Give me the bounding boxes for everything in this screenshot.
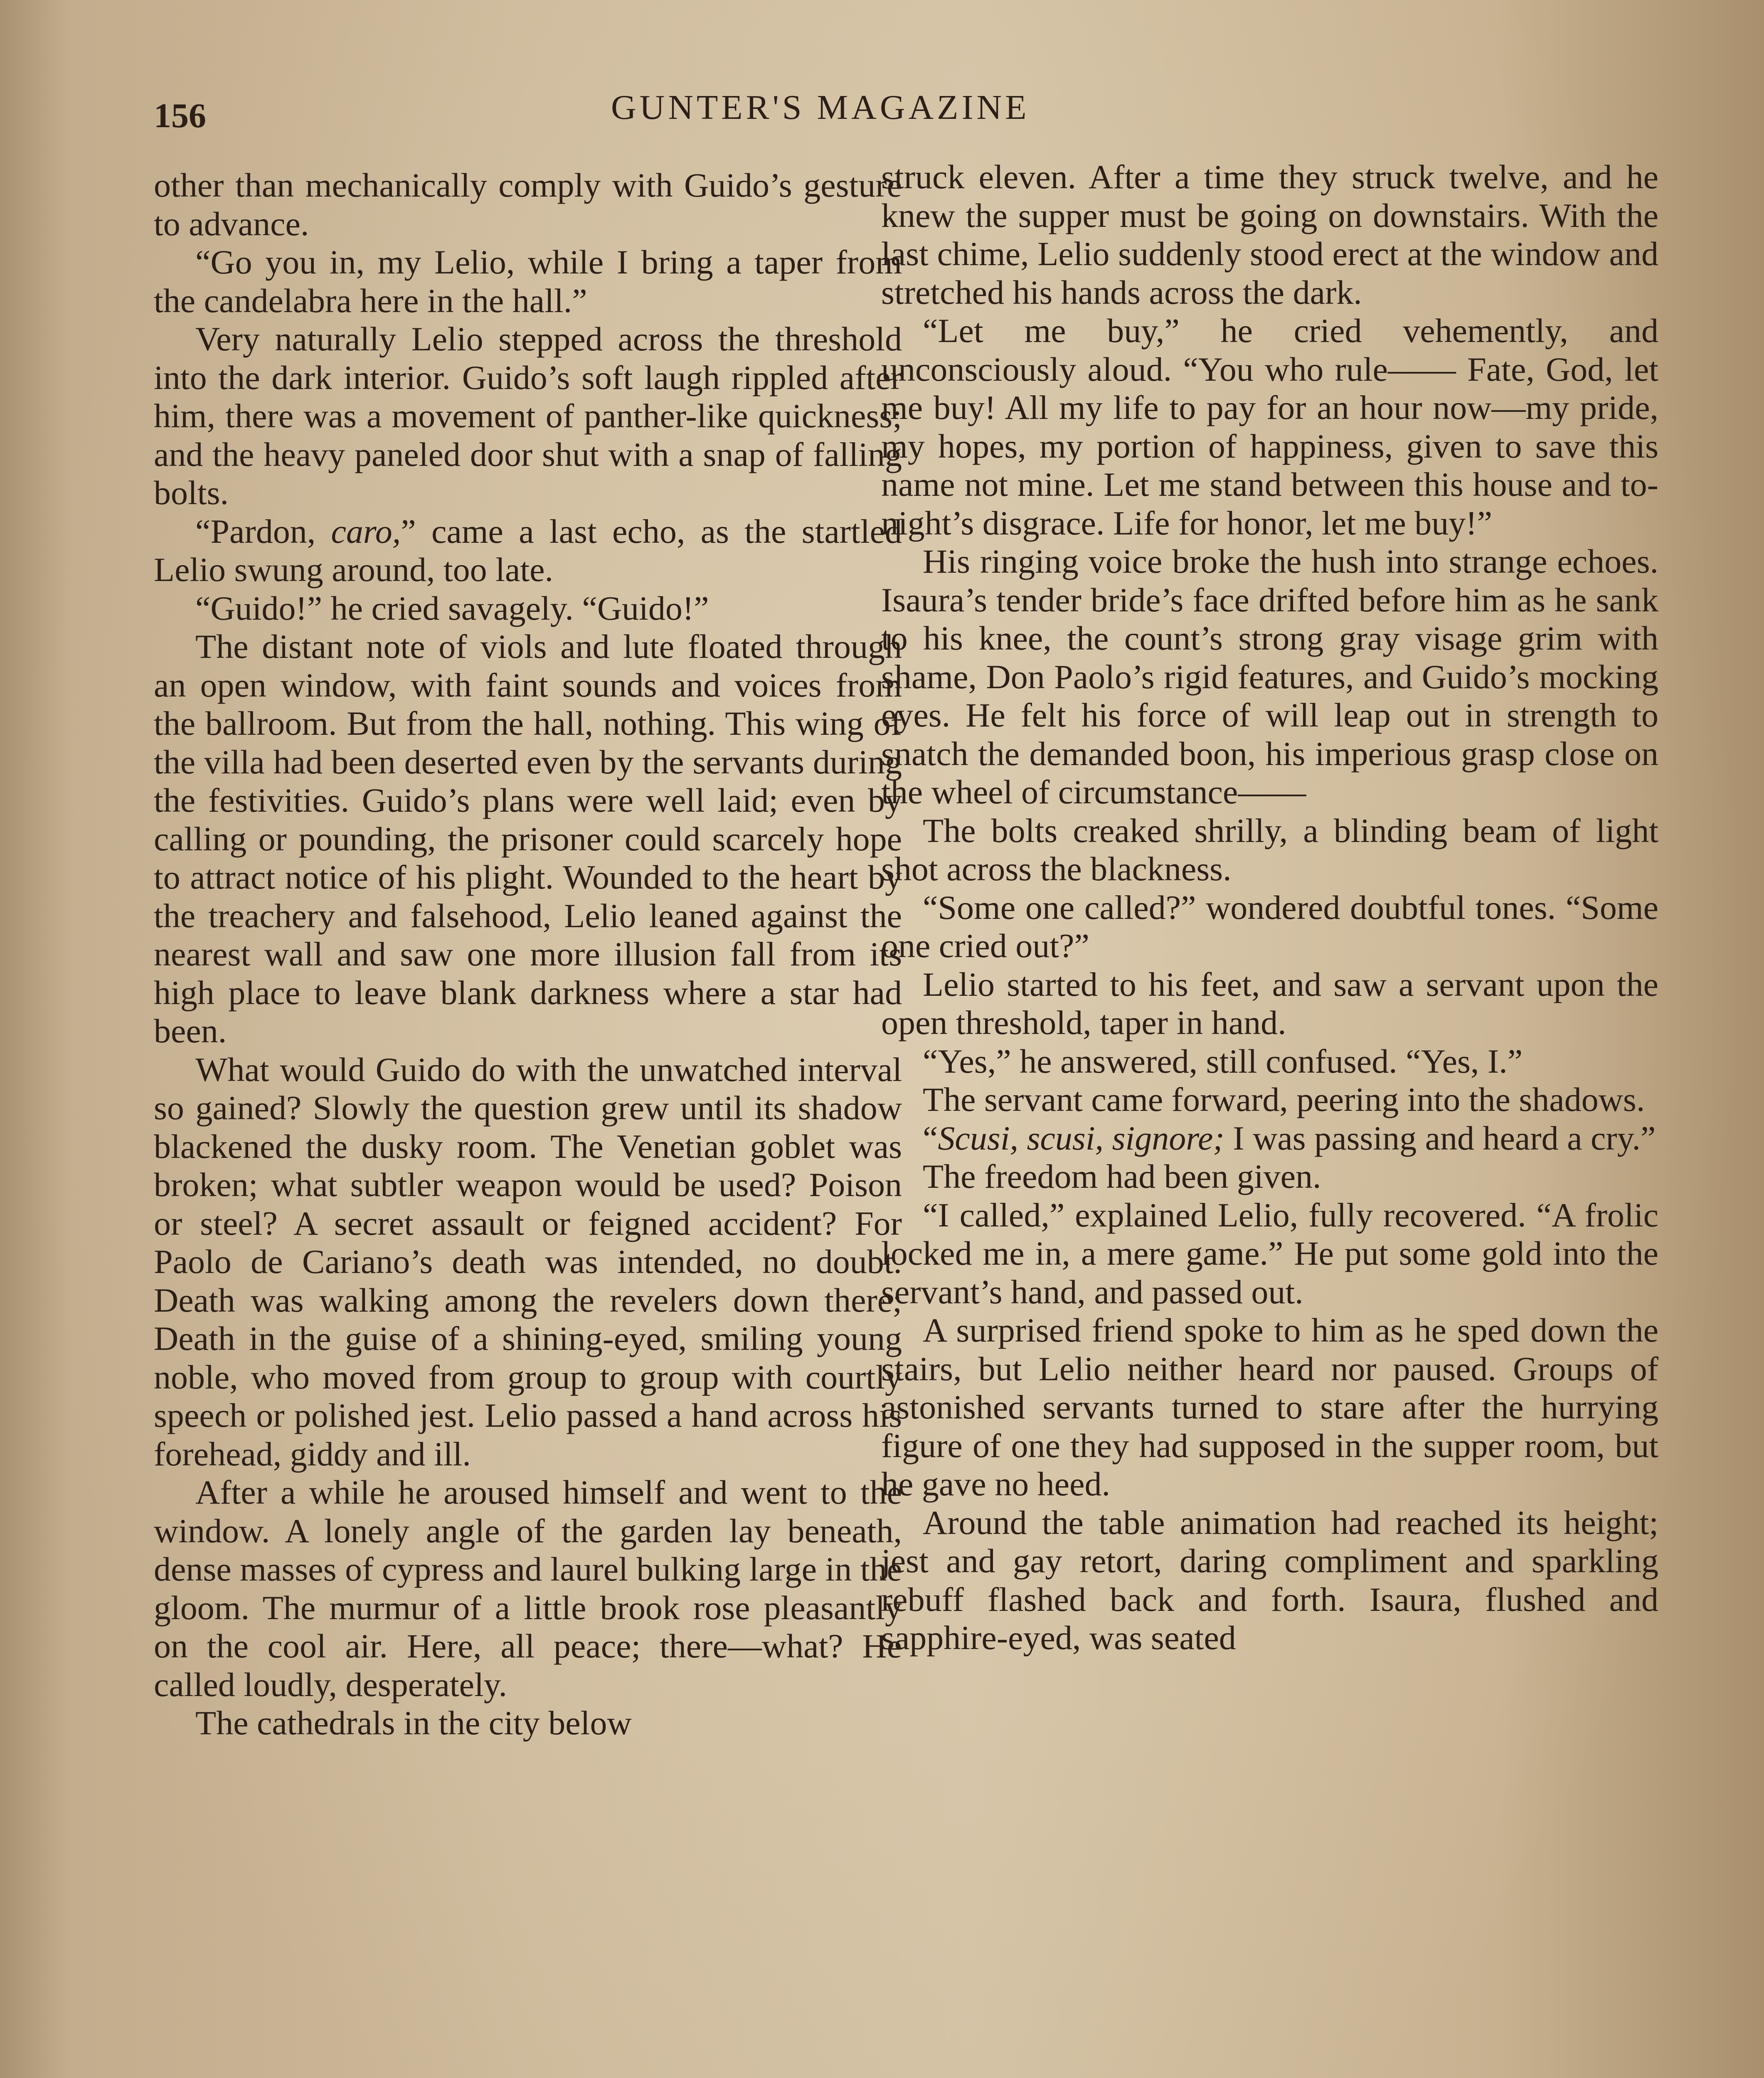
paragraph: struck eleven. After a time they struck twelve, and he knew the supper must be going on downstairs. With the last chime, Lelio suddenly stood erect at the window and stretched his hands across the dark.	[881, 158, 1658, 311]
paragraph: other than mechanically comply with Guido’s gesture to advance.	[154, 166, 902, 243]
paragraph: The distant note of viols and lute floated through an open window, with faint sounds and voices from the ballroom. But from the hall, nothing. This wing of the villa had been deserted even by the servants during the festivities. Guido’s plans were well laid; even by calling or pounding, the prisoner could scarcely hope to attract notice of his plight. Wounded to the heart by the treachery and falsehood, Lelio leaned against the nearest wall and saw one more illusion fall from its high place to leave blank darkness where a star had been.	[154, 628, 902, 1050]
paragraph: After a while he aroused himself and went to the window. A lonely angle of the garden lay beneath, dense masses of cypress and laurel bulking large in the gloom. The murmur of a little brook rose pleasantly on the cool air. Here, all peace; there—what? He called loudly, desperately.	[154, 1473, 902, 1704]
running-title: GUNTER'S MAGAZINE	[611, 88, 1030, 127]
right-text-column	[881, 158, 1658, 2078]
paragraph: Lelio started to his feet, and saw a servant upon the open threshold, taper in hand.	[881, 965, 1658, 1041]
paragraph: A surprised friend spoke to him as he sped down the stairs, but Lelio neither heard nor paused. Groups of astonished servants turned to stare after the hurrying figure of one they had supposed in the supper room, but he gave no heed.	[881, 1311, 1658, 1503]
left-text-column	[154, 166, 902, 2078]
paragraph: “Let me buy,” he cried vehemently, and unconsciously aloud. “You who rule—— Fate, God, let me buy! All my life to pay for an hour now—my pride, my hopes, my portion of happiness, given to save this name not mine. Let me stand between this house and to-night’s disgrace. Life for honor, let me buy!”	[881, 312, 1658, 542]
paragraph: “Pardon, caro,” came a last echo, as the startled Lelio swung around, too late.	[154, 512, 902, 588]
paragraph: “Yes,” he answered, still confused. “Yes, I.”	[923, 1042, 1523, 1080]
paragraph: “Scusi, scusi, signore; I was passing and heard a cry.”	[923, 1119, 1656, 1157]
paragraph: What would Guido do with the unwatched interval so gained? Slowly the question grew until its shadow blackened the dusky room. The Venetian goblet was broken; what subtler weapon would be used? Poison or steel? A secret assault or feigned accident? For Paolo de Cariano’s death was intended, no doubt. Death was walking among the revelers down there; Death in the guise of a shining-eyed, smiling young noble, who moved from group to group with courtly speech or polished jest. Lelio passed a hand across his forehead, giddy and ill.	[154, 1050, 902, 1473]
paragraph: The cathedrals in the city below	[195, 1704, 632, 1742]
paragraph: Around the table animation had reached its height; jest and gay retort, daring compliment and sparkling rebuff flashed back and forth. Isaura, flushed and sapphire-eyed, was seated	[881, 1503, 1658, 1657]
page-number: 156	[154, 96, 206, 135]
paragraph: His ringing voice broke the hush into strange echoes. Isaura’s tender bride’s face drifted before him as he sank to his knee, the count’s strong gray visage grim with shame, Don Paolo’s rigid features, and Guido’s mocking eyes. He felt his force of will leap out in strength to snatch the demanded boon, his imperious grasp close on the wheel of circumstance——	[881, 542, 1658, 811]
paragraph: “Some one called?” wondered doubtful tones. “Some one cried out?”	[881, 888, 1658, 965]
paragraph: “Go you in, my Lelio, while I bring a taper from the candelabra here in the hall.”	[154, 243, 902, 320]
paragraph: “I called,” explained Lelio, fully recovered. “A frolic locked me in, a mere game.” He put some gold into the servant’s hand, and passed out.	[881, 1196, 1658, 1311]
paragraph: The freedom had been given.	[923, 1157, 1321, 1195]
paragraph: The servant came forward, peering into the shadows.	[923, 1081, 1645, 1118]
page-header	[154, 79, 1600, 150]
paragraph: “Guido!” he cried savagely. “Guido!”	[195, 589, 709, 627]
paragraph: The bolts creaked shrilly, a blinding beam of light shot across the blackness.	[881, 811, 1658, 888]
paragraph: Very naturally Lelio stepped across the threshold into the dark interior. Guido’s soft laugh rippled after him, there was a movement of panther-like quickness; and the heavy paneled door shut with a snap of falling bolts.	[154, 320, 902, 512]
